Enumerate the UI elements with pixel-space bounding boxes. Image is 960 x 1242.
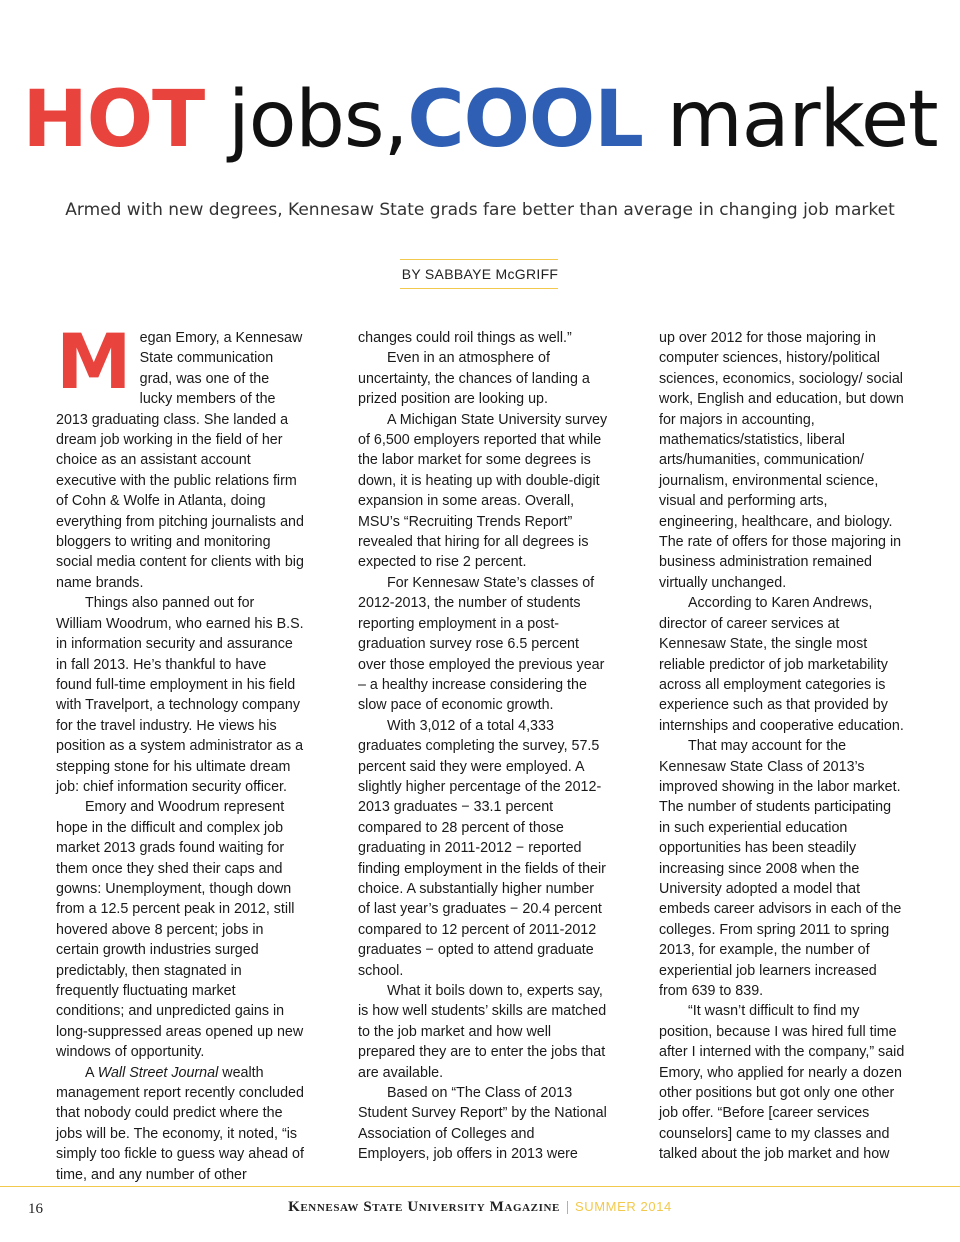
headline-jobs: jobs, — [228, 75, 408, 165]
paragraph: What it boils down to, experts say, is how well students’ skills are matched to the job market and how well prepared they are to enter the jobs that are available. — [358, 983, 607, 1081]
byline: BY SABBAYE McGRIFF — [401, 266, 559, 282]
paragraph: Even in an atmosphere of uncertainty, the chances of landing a prized position are looking up. — [358, 350, 590, 408]
magazine-name: Kennesaw State University Magazine — [288, 1199, 560, 1215]
paragraph: “It wasn’t difficult to find my position, because I was hired full time after I interned with the company,” said Emory, who applied for nearly a dozen other positions but got only one other job offer. “Before [career services counselors] came to my classes and talked about the job market and how — [659, 1003, 905, 1163]
byline-rule-bottom — [400, 288, 558, 289]
headline-cool: COOL — [407, 75, 643, 165]
paragraph: For Kennesaw State’s classes of 2012-2013, the number of students reporting employment in a post-graduation survey rose 6.5 percent over those employed the previous year – a healthy increase considering the slow pace of economic growth. — [358, 574, 605, 714]
byline-rule-top — [400, 259, 558, 260]
article-column-1 — [56, 317, 304, 1183]
publication-title: Wall Street Journal — [97, 1064, 219, 1081]
paragraph: With 3,012 of a total 4,333 graduates completing the survey, 57.5 percent said they were employed. A slightly higher percentage of the 2012-2013 graduates − 33.1 percent compared to 28 percent of those graduating in 2011-2012 − reported finding employment in the fields of their choice. A substantially higher number of last year’s graduates − 20.4 percent compared to 12 percent of 2011-2012 graduates − opted to attend graduate school. — [358, 717, 606, 979]
paragraph — [56, 1063, 304, 1185]
paragraph: A Michigan State University survey of 6,500 employers reported that while the labor market for some degrees is down, it is heating up with double-digit expansion in some areas. Overall, MSU’s “Recruiting Trends Report” revealed that hiring for all degrees is expected to rise 2 percent. — [358, 411, 608, 571]
running-footer — [0, 1199, 960, 1216]
paragraph-text: egan Emory, a Kennesaw State communication grad, was one of the lucky members of the 2013 graduating class. She landed a dream job working in the field of her choice as an assistant account executive with the public relations firm of Cohn & Wolfe in Atlanta, doing everything from pitching journalists and bloggers to writing and monitoring social media content for clients with big name brands. — [56, 330, 304, 591]
paragraph-text: wealth management report recently concluded that nobody could predict where the jobs will be. The economy, it noted, “is simply too fickle to guess way ahead of time, and any number of other — [56, 1064, 304, 1183]
issue-date: SUMMER 2014 — [574, 1199, 672, 1214]
paragraph: According to Karen Andrews, director of career services at Kennesaw State, the single most reliable predictor of job marketability across all employment categories is experience such as that provided by internships and cooperative education. — [659, 595, 904, 734]
headline-market: market — [666, 75, 938, 165]
headline — [0, 72, 960, 168]
page-number: 16 — [28, 1201, 43, 1217]
headline-hot: HOT — [22, 75, 205, 165]
drop-cap: M — [56, 317, 132, 406]
footer-separator: | — [565, 1199, 569, 1215]
paragraph: Emory and Woodrum represent hope in the difficult and complex job market 2013 grads found waiting for them once they shed their caps and gowns: Unemployment, though down from a 12.5 percent peak in 2012, still hovered above 8 percent; jobs in certain growth industries surged predictably, then stagnated in frequently fluctuating market conditions; and unpredicted gains in long-suppressed areas opened up new windows of opportunity. — [56, 799, 304, 1061]
article-column-3 — [659, 328, 905, 1168]
footer-rule — [0, 1186, 960, 1187]
paragraph — [56, 317, 304, 593]
paragraph: Based on “The Class of 2013 Student Survey Report” by the National Association of Colleges and Employers, job offers in 2013 were — [358, 1085, 607, 1163]
paragraph: up over 2012 for those majoring in computer sciences, history/political sciences, economics, sociology/ social work, English and education, but down for majors in accounting, mathematics/statistics, liberal arts/humanities, communication/ journalism, environmental science, visual and performing arts, engineering, healthcare, and biology. The rate of offers for those majoring in business administration remained virtually unchanged. — [659, 330, 904, 591]
paragraph-text: A — [85, 1064, 98, 1081]
paragraph: changes could roil things as well.” — [358, 330, 572, 346]
paragraph: Things also panned out for William Woodrum, who earned his B.S. in information security and assurance in fall 2013. He’s thankful to have found full-time employment in his field with Travelport, a technology company for the travel industry. He views his position as a system administrator as a stepping stone for his ultimate dream job: chief information security officer. — [56, 595, 304, 795]
paragraph: That may account for the Kennesaw State Class of 2013’s improved showing in the labor market. The number of students participating in such experiential education opportunities has been steadily increasing since 2008 when the University adopted a model that embeds career advisors in each of the colleges. From spring 2011 to spring 2013, for example, the number of experiential job learners increased from 639 to 839. — [659, 738, 902, 999]
article-column-2 — [358, 328, 608, 1168]
subtitle: Armed with new degrees, Kennesaw State grads fare better than average in changing job market — [65, 200, 895, 220]
